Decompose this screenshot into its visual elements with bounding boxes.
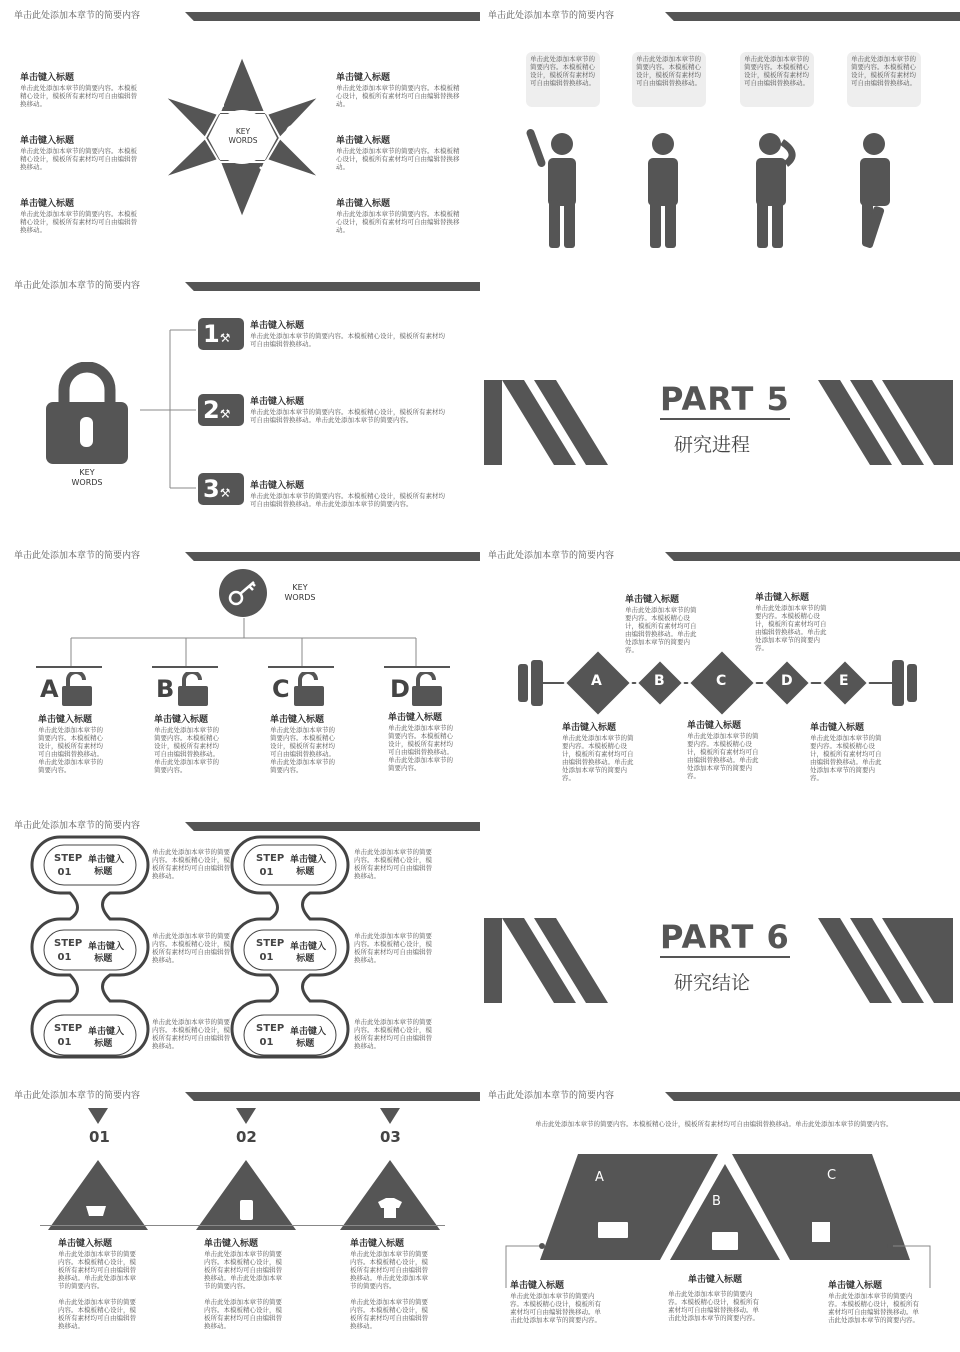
letter-b: B <box>156 675 175 703</box>
slide-header: 单击此处添加本章节的简要内容 <box>14 11 141 21</box>
item-title: 单击键入标题 <box>388 713 443 723</box>
item-desc: 单击此处添加本章节的简要内容。本模板精心设计，模板所有素材均可自由编辑替换移动。 <box>58 1298 136 1330</box>
stripes-right <box>818 918 953 1003</box>
item-desc: 单击此处添加本章节的简要内容。本模板精心设计，模板所有素材均可自由编辑替换移动。单击此处添加本章节的简要内容。 <box>388 724 453 772</box>
step-title: 单击键入 标题 <box>88 942 125 964</box>
letter-a: A <box>591 673 602 689</box>
item-title: 单击键入标题 <box>810 723 865 733</box>
key-icon <box>218 568 268 618</box>
person-leaning-icon <box>860 133 890 249</box>
step-label: STEP 01 <box>54 938 83 963</box>
item-desc: 单击此处添加本章节的简要内容。本模板精心设计，模板所有素材均可自由编辑替换移动。 <box>20 210 137 234</box>
slide-header: 单击此处添加本章节的简要内容 <box>14 281 141 291</box>
battery-icon <box>598 1222 628 1238</box>
item-desc: 单击此处添加本章节的简要内容。本模板精心设计，模板所有素材均可自由编辑替换移动。 <box>250 332 445 348</box>
part-subtitle: 研究进程 <box>674 434 751 456</box>
step-label: STEP 01 <box>54 853 83 878</box>
slide-abc-shapes <box>480 1080 960 1350</box>
item-desc: 单击此处添加本章节的简要内容。本模板精心设计，模板所有素材均可自由编辑替换移动。单击此处添加本章节的简要内容。 <box>687 732 759 780</box>
keywords-label: KEY WORDS <box>284 583 316 602</box>
item-desc: 单击此处添加本章节的简要内容。本模板精心设计，模板所有素材均可自由编辑替换移动。单击此处添加本章节的简要内容。 <box>58 1250 136 1290</box>
step-desc: 单击此处添加本章节的简要内容。本模板精心设计，模板所有素材均可自由编辑替换移动。 <box>152 932 230 964</box>
speech-bubble: 单击此处添加本章节的简要内容。本模板精心设计，模板所有素材均可自由编辑替换移动。 <box>632 52 706 107</box>
item-title: 单击键入标题 <box>755 593 810 603</box>
briefcase-icon <box>208 96 224 107</box>
slide-header: 单击此处添加本章节的简要内容 <box>488 11 615 21</box>
step-desc: 单击此处添加本章节的简要内容。本模板精心设计，模板所有素材均可自由编辑替换移动。 <box>354 848 432 880</box>
stripes-left <box>484 918 614 1003</box>
item-desc: 单击此处添加本章节的简要内容。本模板精心设计，模板所有素材均可自由编辑替换移动。 <box>336 84 460 108</box>
item-title: 单击键入标题 <box>625 595 680 605</box>
slide-steps <box>0 810 480 1080</box>
item-desc: 单击此处添加本章节的简要内容。本模板精心设计，模板所有素材均可自由编辑替换移动。单击此处添加本章节的简要内容。 <box>250 408 445 424</box>
letter-a: A <box>595 1170 604 1185</box>
number-01: 01 <box>89 1128 110 1146</box>
number-03: 03 <box>380 1128 401 1146</box>
header-bar <box>185 282 480 291</box>
slide-triangles <box>0 1080 480 1350</box>
item-title: 单击键入标题 <box>58 1239 113 1249</box>
item-desc: 单击此处添加本章节的简要内容。本模板精心设计，模板所有素材均可自由编辑替换移动。 <box>20 147 137 171</box>
slide-key-abcd <box>0 540 480 810</box>
header-bar <box>665 12 960 21</box>
slide-header: 单击此处添加本章节的简要内容 <box>14 1091 141 1101</box>
item-title: 单击键入标题 <box>20 136 75 146</box>
slide-header: 单击此处添加本章节的简要内容 <box>14 551 141 561</box>
item-desc: 单击此处添加本章节的简要内容。本模板精心设计，模板所有素材均可自由编辑替换移动。单击此处添加本章节的简要内容。 <box>668 1290 759 1322</box>
keywords-label: KEY WORDS <box>71 468 103 487</box>
letter-c: C <box>716 673 727 689</box>
item-desc: 单击此处添加本章节的简要内容。本模板精心设计，模板所有素材均可自由编辑替换移动。单击此处添加本章节的简要内容。 <box>154 726 219 774</box>
number-badge-2: 2⚒ <box>198 394 244 426</box>
step-title: 单击键入 标题 <box>290 1027 327 1049</box>
watch-icon <box>287 126 299 138</box>
step-desc: 单击此处添加本章节的简要内容。本模板精心设计，模板所有素材均可自由编辑替换移动。 <box>152 1018 230 1050</box>
header-bar <box>665 552 960 561</box>
slide-header: 单击此处添加本章节的简要内容 <box>488 551 615 561</box>
cart-icon <box>86 1206 106 1216</box>
item-desc: 单击此处添加本章节的简要内容。本模板精心设计，模板所有素材均可自由编辑替换移动。单击此处添加本章节的简要内容。 <box>810 734 882 782</box>
item-desc: 单击此处添加本章节的简要内容。本模板精心设计，模板所有素材均可自由编辑替换移动。 <box>20 84 137 108</box>
tools-icon <box>260 167 274 181</box>
letter-c: C <box>827 1168 837 1183</box>
header-bar <box>185 552 480 561</box>
item-title: 单击键入标题 <box>350 1239 405 1249</box>
slide-header: 单击此处添加本章节的简要内容 <box>14 821 141 831</box>
item-title: 单击键入标题 <box>38 715 93 725</box>
item-title: 单击键入标题 <box>250 397 305 407</box>
slide-diamonds <box>480 540 960 810</box>
item-desc: 单击此处添加本章节的简要内容。本模板精心设计，模板所有素材均可自由编辑替换移动。单击此处添加本章节的简要内容。 <box>755 604 827 652</box>
item-title: 单击键入标题 <box>688 1275 743 1285</box>
item-title: 单击键入标题 <box>154 715 209 725</box>
item-desc: 单击此处添加本章节的简要内容。本模板精心设计，模板所有素材均可自由编辑替换移动。单击此处添加本章节的简要内容。 <box>562 734 634 782</box>
slide-people <box>480 0 960 270</box>
part-label: PART 5 <box>660 380 790 418</box>
item-desc: 单击此处添加本章节的简要内容。本模板精心设计，模板所有素材均可自由编辑替换移动。 <box>336 147 460 171</box>
number-badge-1: 1⚒ <box>198 318 244 350</box>
item-title: 单击键入标题 <box>204 1239 259 1249</box>
item-title: 单击键入标题 <box>270 715 325 725</box>
tree-connector <box>36 618 456 668</box>
slide-header: 单击此处添加本章节的简要内容 <box>488 1091 615 1101</box>
item-desc: 单击此处添加本章节的简要内容。本模板精心设计，模板所有素材均可自由编辑替换移动。单击此处添加本章节的简要内容。 <box>270 726 335 774</box>
triangle-diagram <box>40 1108 450 1233</box>
step-desc: 单击此处添加本章节的简要内容。本模板精心设计，模板所有素材均可自由编辑替换移动。 <box>152 848 230 880</box>
item-title: 单击键入标题 <box>510 1281 565 1291</box>
letter-c: C <box>272 675 290 703</box>
number-badge-3: 3⚒ <box>198 473 244 505</box>
item-title: 单击键入标题 <box>828 1281 883 1291</box>
letter-e: E <box>839 673 849 689</box>
header-bar <box>185 12 480 21</box>
step-label: STEP 01 <box>54 1023 83 1048</box>
item-desc: 单击此处添加本章节的简要内容。本模板精心设计，模板所有素材均可自由编辑替换移动。单击此处添加本章节的简要内容。 <box>38 726 103 774</box>
keywords-label: KEY WORDS <box>228 127 258 145</box>
item-title: 单击键入标题 <box>336 136 391 146</box>
item-desc: 单击此处添加本章节的简要内容。本模板精心设计，模板所有素材均可自由编辑替换移动。 <box>350 1298 428 1330</box>
item-desc: 单击此处添加本章节的简要内容。本模板精心设计，模板所有素材均可自由编辑替换移动。单击此处添加本章节的简要内容。 <box>350 1250 428 1290</box>
speech-bubble: 单击此处添加本章节的简要内容。本模板精心设计，模板所有素材均可自由编辑替换移动。 <box>526 52 600 107</box>
item-desc: 单击此处添加本章节的简要内容。本模板精心设计，模板所有素材均可自由编辑替换移动。单击此处添加本章节的简要内容。 <box>250 492 445 508</box>
tools-house-icon: ⚒ <box>219 407 231 421</box>
item-title: 单击键入标题 <box>250 481 305 491</box>
item-desc: 单击此处添加本章节的简要内容。本模板精心设计，模板所有素材均可自由编辑替换移动。单击此处添加本章节的简要内容。 <box>828 1292 919 1324</box>
part-subtitle: 研究结论 <box>674 972 751 994</box>
step-label: STEP 01 <box>256 1023 285 1048</box>
item-desc: 单击此处添加本章节的简要内容。本模板精心设计，模板所有素材均可自由编辑替换移动。单击此处添加本章节的简要内容。 <box>510 1292 601 1324</box>
tools-house-icon: ⚒ <box>219 486 231 500</box>
slide-part5 <box>480 270 960 540</box>
unlock-icons <box>62 672 442 707</box>
header-bar <box>185 822 480 831</box>
step-desc: 单击此处添加本章节的简要内容。本模板精心设计，模板所有素材均可自由编辑替换移动。 <box>354 932 432 964</box>
people-figures <box>520 120 940 250</box>
letter-d: D <box>390 675 410 703</box>
slide-part6 <box>480 810 960 1080</box>
bracket-connector <box>140 325 200 495</box>
item-title: 单击键入标题 <box>687 721 742 731</box>
unlock-icon <box>206 170 216 178</box>
item-desc: 单击此处添加本章节的简要内容。本模板精心设计，模板所有素材均可自由编辑替换移动。单击此处添加本章节的简要内容。 <box>204 1250 282 1290</box>
person-thinking-icon <box>756 133 792 248</box>
header-bar <box>185 1092 480 1101</box>
header-bar <box>665 1092 960 1101</box>
number-02: 02 <box>236 1128 257 1146</box>
luggage-icon <box>240 1200 253 1220</box>
step-title: 单击键入 标题 <box>88 855 125 877</box>
search-icon <box>260 93 270 103</box>
item-title: 单击键入标题 <box>562 723 617 733</box>
item-desc: 单击此处添加本章节的简要内容。本模板精心设计，模板所有素材均可自由编辑替换移动。 <box>204 1298 282 1330</box>
item-title: 单击键入标题 <box>20 199 75 209</box>
slide-star-keywords <box>0 0 480 270</box>
step-title: 单击键入 标题 <box>88 1027 125 1049</box>
letter-b: B <box>654 673 665 689</box>
tools-house-icon: ⚒ <box>219 331 231 345</box>
letter-a: A <box>40 675 59 703</box>
intro-text: 单击此处添加本章节的简要内容。本模板精心设计，模板所有素材均可自由编辑替换移动。单击此处添加本章节的简要内容。 <box>535 1120 893 1128</box>
speech-bubble: 单击此处添加本章节的简要内容。本模板精心设计，模板所有素材均可自由编辑替换移动。 <box>847 52 921 107</box>
item-desc: 单击此处添加本章节的简要内容。本模板精心设计，模板所有素材均可自由编辑替换移动。单击此处添加本章节的简要内容。 <box>625 606 697 654</box>
item-title: 单击键入标题 <box>20 73 75 83</box>
stripes-left <box>484 380 614 465</box>
part-label: PART 6 <box>660 918 790 956</box>
item-title: 单击键入标题 <box>250 321 305 331</box>
item-title: 单击键入标题 <box>336 73 391 83</box>
item-desc: 单击此处添加本章节的简要内容。本模板精心设计，模板所有素材均可自由编辑替换移动。 <box>336 210 460 234</box>
item-title: 单击键入标题 <box>336 199 391 209</box>
slide-lock <box>0 270 480 540</box>
person-standing-icon <box>648 133 678 248</box>
step-title: 单击键入 标题 <box>290 942 327 964</box>
step-desc: 单击此处添加本章节的简要内容。本模板精心设计，模板所有素材均可自由编辑替换移动。 <box>354 1018 432 1050</box>
step-label: STEP 01 <box>256 853 285 878</box>
stripes-right <box>818 380 953 465</box>
step-title: 单击键入 标题 <box>290 855 327 877</box>
step-label: STEP 01 <box>256 938 285 963</box>
letter-d: D <box>781 673 793 689</box>
lock-icon <box>40 362 135 467</box>
letter-b: B <box>712 1194 721 1209</box>
speech-bubble: 单击此处添加本章节的简要内容。本模板精心设计，模板所有素材均可自由编辑替换移动。 <box>740 52 814 107</box>
umbrella-icon <box>176 129 196 134</box>
person-waving-icon <box>525 128 576 248</box>
